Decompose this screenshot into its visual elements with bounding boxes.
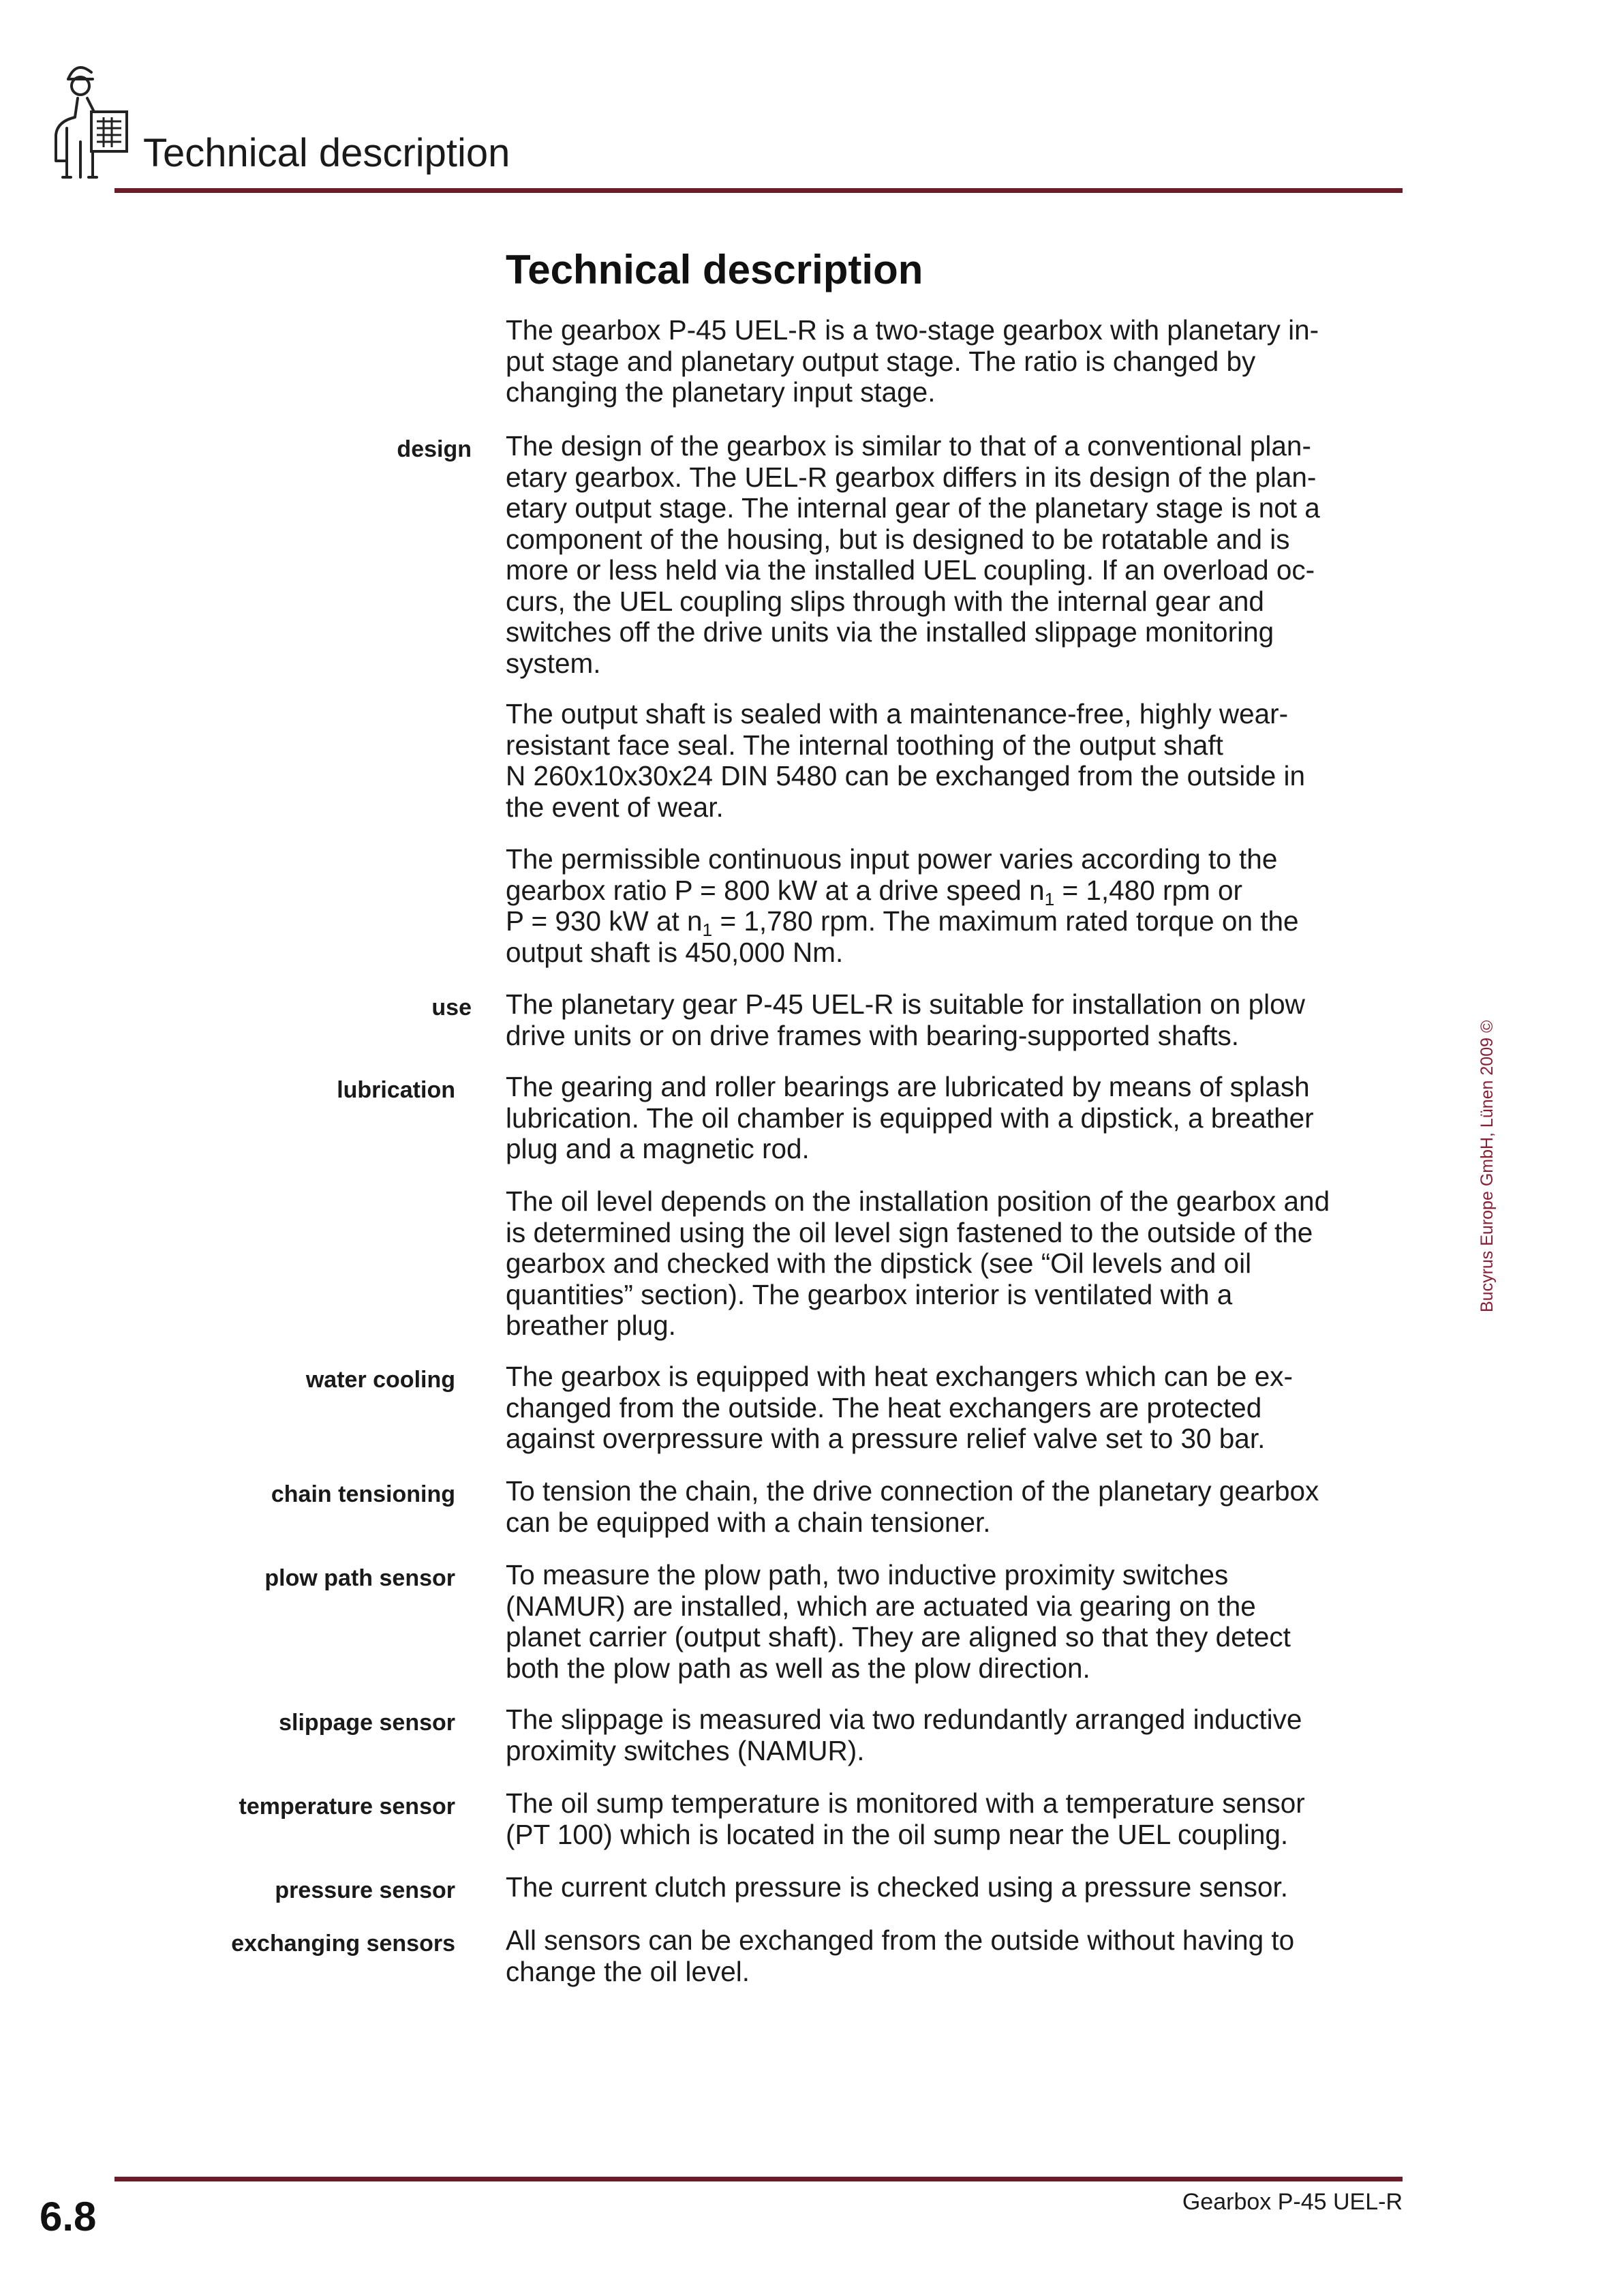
pressure-sensor-paragraph: The current clutch pressure is checked using a pressure sensor. bbox=[506, 1871, 1289, 1903]
plow-path-sensor-paragraph: To measure the plow path, two inductive proximity switches (NAMUR) are installed, which are actuated via gearing on the planet carrier (output shaft). They are aligned so that they detect both the plow path as well as the plow direction. bbox=[506, 1559, 1291, 1684]
footer-document-title: Gearbox P-45 UEL-R bbox=[1182, 2189, 1403, 2215]
footer-rule bbox=[114, 2177, 1403, 2181]
water-cooling-paragraph: The gearbox is equipped with heat exchangers which can be ex- changed from the outside. The heat exchangers are protected against overpressure with a pressure relief valve set to 30 bar. bbox=[506, 1361, 1293, 1454]
side-label-plow-path-sensor: plow path sensor bbox=[264, 1565, 455, 1591]
copyright-notice: Bucyrus Europe GmbH, Lünen 2009 © bbox=[1478, 1020, 1497, 1312]
header-title: Technical description bbox=[143, 131, 510, 175]
side-label-design: design bbox=[397, 436, 472, 462]
intro-paragraph: The gearbox P-45 UEL-R is a two-stage gearbox with planetary in- put stage and planetary output stage. The ratio is changed by changing the planetary input stage. bbox=[506, 314, 1319, 408]
side-label-exchanging-sensors: exchanging sensors bbox=[231, 1931, 455, 1957]
exchanging-sensors-paragraph: All sensors can be exchanged from the outside without having to change the oil level. bbox=[506, 1924, 1295, 1987]
slippage-sensor-paragraph: The slippage is measured via two redundantly arranged inductive proximity switches (NAMUR). bbox=[506, 1704, 1302, 1766]
side-label-use: use bbox=[431, 995, 472, 1021]
side-label-temperature-sensor: temperature sensor bbox=[239, 1794, 455, 1819]
side-label-lubrication: lubrication bbox=[337, 1077, 455, 1103]
side-label-water-cooling: water cooling bbox=[305, 1367, 455, 1393]
side-label-pressure-sensor: pressure sensor bbox=[275, 1877, 455, 1903]
use-paragraph: The planetary gear P-45 UEL-R is suitable for installation on plow drive units or on drive frames with bearing-supported shafts. bbox=[506, 988, 1305, 1051]
technician-with-manual-icon bbox=[48, 53, 136, 183]
page-title: Technical description bbox=[506, 247, 923, 292]
chain-tensioning-paragraph: To tension the chain, the drive connection of the planetary gearbox can be equipped with a chain tensioner. bbox=[506, 1475, 1319, 1538]
input-power-paragraph: The permissible continuous input power varies according to the gearbox ratio P = 800 kW at a drive speed $n_1 = 1,480$ rpm or P = 930 kW at $n_1 = 1,780$ rpm. The maximum rated torque on the output shaft is 450,000 Nm. bbox=[506, 843, 1299, 968]
design-paragraph: The design of the gearbox is similar to that of a conventional plan- etary gearbox. The UEL-R gearbox differs in its design of the plan- etary output stage. The internal gear of the planetary stage is not a component of the housing, but is designed to be rotatable and is more or less held via the installed UEL coupling. If an overload oc- curs, the UEL coupling slips through with the internal gear and switches off the drive units via the installed slippage monitoring system. bbox=[506, 430, 1320, 679]
side-label-slippage-sensor: slippage sensor bbox=[279, 1710, 455, 1736]
page-number: 6.8 bbox=[40, 2194, 97, 2239]
lubrication-paragraph: The gearing and roller bearings are lubricated by means of splash lubrication. The oil chamber is equipped with a dipstick, a breather plug and a magnetic rod. bbox=[506, 1071, 1314, 1164]
temperature-sensor-paragraph: The oil sump temperature is monitored with a temperature sensor (PT 100) which is located in the oil sump near the UEL coupling. bbox=[506, 1787, 1305, 1850]
side-label-chain-tensioning: chain tensioning bbox=[271, 1481, 455, 1507]
header-rule bbox=[114, 188, 1403, 193]
oil-level-paragraph: The oil level depends on the installation position of the gearbox and is determined using the oil level sign fastened to the outside of the gearbox and checked with the dipstick (see “Oil levels and oil quantities” section). The gearbox interior is ventilated with a breather plug. bbox=[506, 1185, 1330, 1341]
output-shaft-paragraph: The output shaft is sealed with a maintenance-free, highly wear- resistant face seal. The internal toothing of the output shaft N 260x10x30x24 DIN 5480 can be exchanged from the outside in the event of wear. bbox=[506, 698, 1306, 823]
